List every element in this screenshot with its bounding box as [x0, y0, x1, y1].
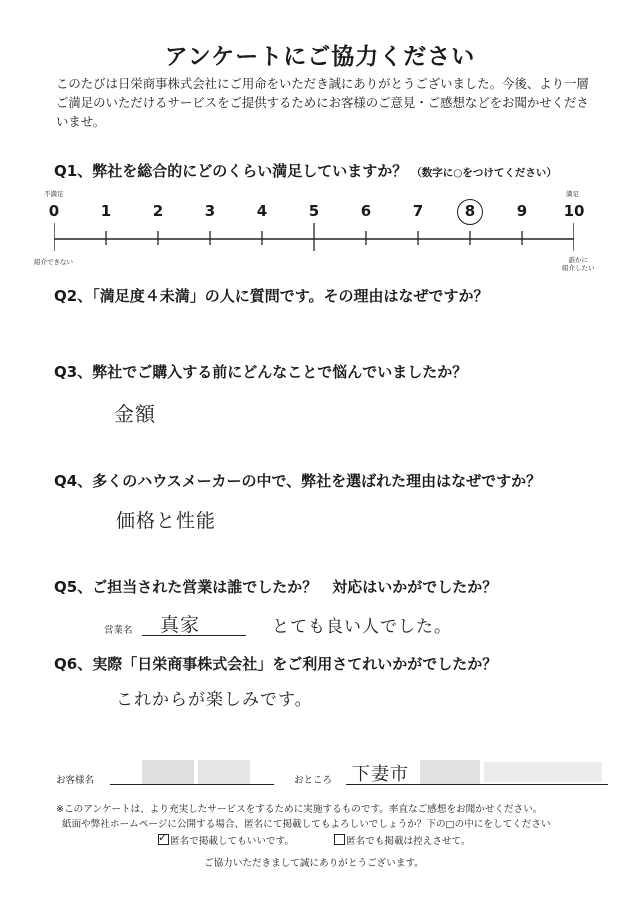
scale-number-2[interactable]: 2: [152, 202, 164, 220]
sales-name-label: 営業名: [104, 625, 133, 636]
q1-note: （数字に○をつけてください）: [411, 167, 557, 179]
address-underline: [346, 784, 608, 785]
scale-label-dissatisfied: 不満足: [44, 190, 64, 198]
q1-text: Q1、弊社を総合的にどのくらい満足していますか？: [54, 162, 408, 180]
option-anonymous-no[interactable]: 匿名でも掲載は控えさせて。: [334, 834, 471, 849]
scale-number-0[interactable]: 0: [48, 202, 60, 220]
scale-ticks: [54, 223, 574, 251]
footer-note-1: ※このアンケートは、より充実したサービスをするために実施するものです。率直なご感想をお聞かせください。: [56, 804, 543, 815]
scale-label-cannot-recommend: 紹介できない: [34, 258, 73, 266]
q1-question: [54, 160, 557, 181]
q3-answer: 金額: [114, 402, 156, 426]
scale-number-8[interactable]: 8: [464, 202, 476, 220]
scale-number-10[interactable]: 10: [563, 202, 585, 220]
scale-number-7[interactable]: 7: [412, 202, 424, 220]
scale-label-want-recommend: 誰かに 紹介したい: [562, 256, 595, 272]
scale-number-5[interactable]: 5: [308, 202, 320, 220]
scale-label-satisfied: 満足: [566, 190, 579, 198]
customer-name-underline: [110, 784, 274, 785]
address-redaction-1: [420, 760, 480, 784]
customer-name-redaction-1: [142, 760, 194, 784]
q4-answer: 価格と性能: [116, 510, 217, 532]
scale-number-1[interactable]: 1: [100, 202, 112, 220]
checkbox-anonymous-ok[interactable]: [158, 834, 169, 845]
q2-question: Q2、「満足度４未満」の人に質問です。その理由はなぜですか？: [54, 287, 489, 305]
q6-question: Q6、実際「日栄商事株式会社」をご利用さてれいかがでしたか？: [54, 655, 498, 673]
intro-text: このたびは日栄商事株式会社にご用命をいただき誠にありがとうございました。今後、より一層ご満足のいただけるサービスをご提供するためにお客様のご意見・ご感想などをお聞かせくださいませ。: [56, 76, 589, 129]
customer-name-label: お客様名: [56, 775, 95, 786]
sales-name-value: 真家: [160, 614, 201, 636]
scale-number-3[interactable]: 3: [204, 202, 216, 220]
address-label: おところ: [294, 775, 333, 786]
checkbox-anonymous-no[interactable]: [334, 834, 345, 845]
customer-name-redaction-2: [198, 760, 250, 784]
q3-question: Q3、弊社でご購入する前にどんなことで悩んでいましたか？: [54, 363, 468, 381]
scale-number-9[interactable]: 9: [516, 202, 528, 220]
q6-answer: これからが楽しみです。: [116, 690, 313, 710]
q5-answer: とても良い人でした。: [272, 617, 452, 637]
address-redaction-2: [484, 762, 602, 782]
footer-note-2: 紙面や弊社ホームページに公開する場合、匿名にて掲載してもよろしいでしょうか？下の□の中にをしてください: [62, 819, 551, 830]
satisfaction-scale: [54, 217, 574, 251]
q4-question: Q4、多くのハウスメーカーの中で、弊社を選ばれた理由はなぜですか？: [54, 472, 542, 490]
option-anonymous-ok[interactable]: ✓匿名で掲載してもいいです。: [158, 834, 294, 849]
scale-number-6[interactable]: 6: [360, 202, 372, 220]
footer-thanks: ご協力いただきまして誠にありがとうございます。: [204, 858, 424, 869]
address-value: 下妻市: [352, 764, 409, 785]
survey-title: アンケートにご協力ください: [164, 44, 476, 70]
scale-number-4[interactable]: 4: [256, 202, 268, 220]
q5-question: Q5、ご担当された営業は誰でしたか？ 対応はいかがでしたか？: [54, 578, 498, 596]
